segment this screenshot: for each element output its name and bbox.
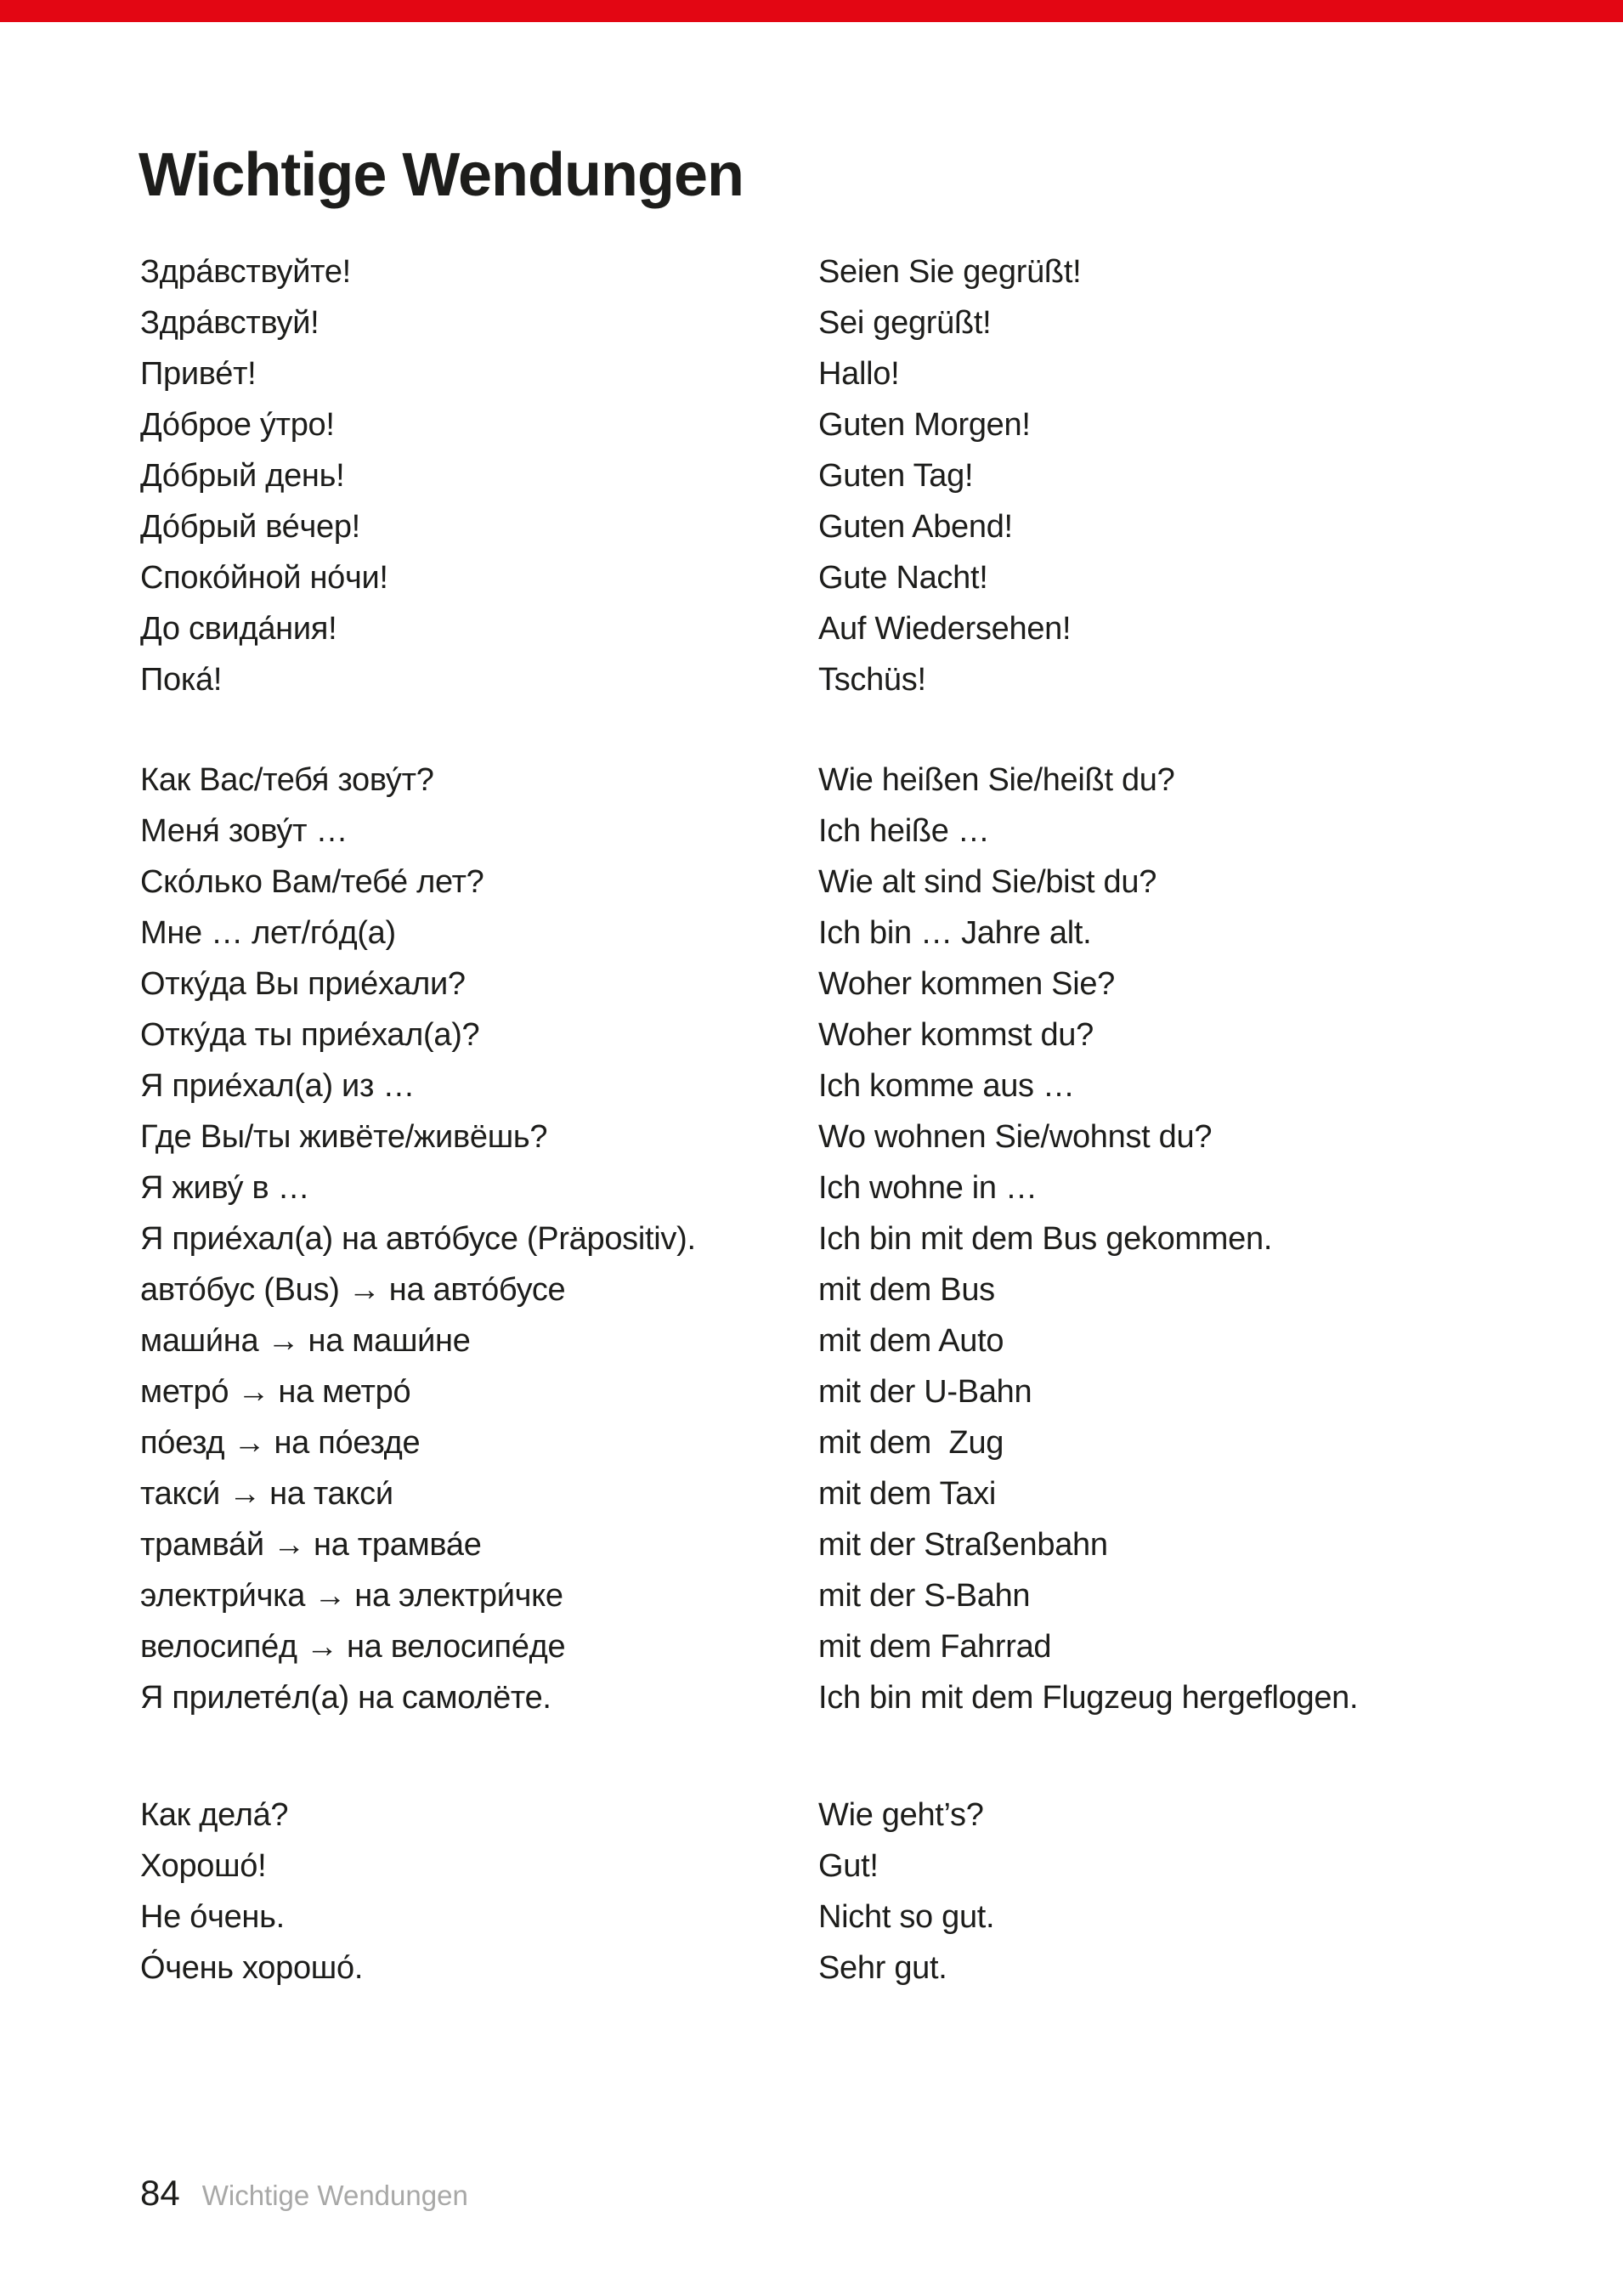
german-translation: mit dem Bus [818,1272,995,1308]
page-number: 84 [140,2173,180,2213]
german-translation: Ich komme aus … [818,1068,1075,1104]
german-translation: mit dem Auto [818,1323,1004,1359]
german-translation: mit dem Taxi [818,1476,996,1512]
russian-phrase: маши́на → на маши́не [140,1323,471,1359]
phrase-row [140,1315,1517,1366]
phrase-row [140,1892,1517,1943]
phrase-row [140,297,1517,348]
russian-phrase: Как дела́? [140,1797,289,1833]
german-translation: Ich heiße … [818,813,990,849]
phrase-row [140,1111,1517,1162]
russian-phrase: трамва́й → на трамва́е [140,1527,482,1563]
russian-phrase: Я прилете́л(а) на самолёте. [140,1680,551,1716]
russian-phrase: О́чень хорошо́. [140,1950,364,1986]
footer-section-label: Wichtige Wendungen [201,2180,468,2211]
german-translation: Guten Tag! [818,458,974,494]
phrase-row [140,603,1517,654]
russian-phrase: До́брый день! [140,458,345,494]
phrase-row [140,1366,1517,1417]
russian-phrase: Отку́да ты прие́хал(а)? [140,1017,480,1053]
russian-phrase: Я прие́хал(а) из … [140,1068,416,1104]
german-translation: Woher kommst du? [818,1017,1094,1053]
phrase-row [140,501,1517,552]
phrase-row [140,1264,1517,1315]
phrase-row [140,857,1517,908]
phrase-row [140,908,1517,959]
russian-phrase: авто́бус (Bus) → на авто́бусе [140,1272,566,1308]
russian-phrase: Споко́йной но́чи! [140,560,388,596]
phrase-row [140,1519,1517,1570]
phrase-row [140,552,1517,603]
russian-phrase: Как Вас/тебя́ зову́т? [140,762,434,798]
phrase-row [140,654,1517,705]
phrase-row [140,246,1517,297]
phrase-row [140,1841,1517,1892]
phrase-group-introductions-transport [140,755,1517,1723]
german-translation: Tschüs! [818,662,926,698]
german-translation: Guten Morgen! [818,407,1031,443]
russian-phrase: Я живу́ в … [140,1170,310,1206]
russian-phrase: Меня́ зову́т … [140,813,348,849]
german-translation: Auf Wiedersehen! [818,611,1072,647]
german-translation: Guten Abend! [818,509,1013,545]
phrase-row [140,1213,1517,1264]
german-translation: mit der S-Bahn [818,1578,1031,1614]
phrase-group-how-are-you [140,1790,1517,1993]
russian-phrase: Где Вы/ты живёте/живёшь? [140,1119,548,1155]
phrase-group-greetings [140,246,1517,705]
russian-phrase: Здра́вствуйте! [140,254,351,290]
german-translation: Seien Sie gegrüßt! [818,254,1082,290]
russian-phrase: Пока́! [140,662,223,698]
german-translation: Wie geht’s? [818,1797,984,1833]
phrase-row [140,1672,1517,1723]
russian-phrase: До свида́ния! [140,611,337,647]
german-translation: Gut! [818,1848,879,1884]
russian-phrase: Не о́чень. [140,1899,285,1935]
german-translation: Ich bin mit dem Flugzeug hergeflogen. [818,1680,1359,1716]
russian-phrase: электри́чка → на электри́чке [140,1578,563,1614]
phrase-row [140,1162,1517,1213]
phrase-row [140,1570,1517,1621]
phrase-row [140,755,1517,806]
russian-phrase: До́брое у́тро! [140,407,335,443]
phrase-row [140,1009,1517,1060]
phrase-row [140,399,1517,450]
german-translation: Woher kommen Sie? [818,966,1116,1002]
phrase-row [140,1468,1517,1519]
russian-phrase: такси́ → на такси́ [140,1476,393,1512]
russian-phrase: по́езд → на по́езде [140,1425,421,1461]
german-translation: Sei gegrüßt! [818,305,992,341]
phrase-row [140,1417,1517,1468]
page-footer [140,2175,468,2211]
german-translation: mit der Straßenbahn [818,1527,1108,1563]
russian-phrase: Мне … лет/го́д(а) [140,915,396,951]
german-translation: Hallo! [818,356,900,392]
russian-phrase: До́брый ве́чер! [140,509,360,545]
phrase-row [140,959,1517,1009]
german-translation: Sehr gut. [818,1950,947,1986]
phrase-row [140,1790,1517,1841]
russian-phrase: Ско́лько Вам/тебе́ лет? [140,864,484,900]
phrase-row [140,1943,1517,1993]
russian-phrase: Хорошо́! [140,1848,267,1884]
german-translation: mit der U-Bahn [818,1374,1032,1410]
page-top-accent-bar [0,0,1623,22]
page-title: Wichtige Wendungen [139,141,744,209]
phrase-row [140,1060,1517,1111]
russian-phrase: Здра́вствуй! [140,305,320,341]
german-translation: Wie alt sind Sie/bist du? [818,864,1157,900]
phrase-row [140,806,1517,857]
german-translation: Ich bin … Jahre alt. [818,915,1092,951]
russian-phrase: Приве́т! [140,356,257,392]
russian-phrase: Отку́да Вы прие́хали? [140,966,466,1002]
german-translation: mit dem Zug [818,1425,1004,1461]
german-translation: Wo wohnen Sie/wohnst du? [818,1119,1213,1155]
german-translation: Nicht so gut. [818,1899,995,1935]
phrase-row [140,1621,1517,1672]
german-translation: Wie heißen Sie/heißt du? [818,762,1175,798]
russian-phrase: велосипе́д → на велосипе́де [140,1629,566,1665]
german-translation: Ich bin mit dem Bus gekommen. [818,1221,1273,1257]
russian-phrase: Я прие́хал(а) на авто́бусе (Präpositiv). [140,1221,696,1257]
german-translation: mit dem Fahrrad [818,1629,1052,1665]
german-translation: Gute Nacht! [818,560,988,596]
phrase-row [140,450,1517,501]
german-translation: Ich wohne in … [818,1170,1038,1206]
russian-phrase: метро́ → на метро́ [140,1374,411,1410]
phrase-row [140,348,1517,399]
